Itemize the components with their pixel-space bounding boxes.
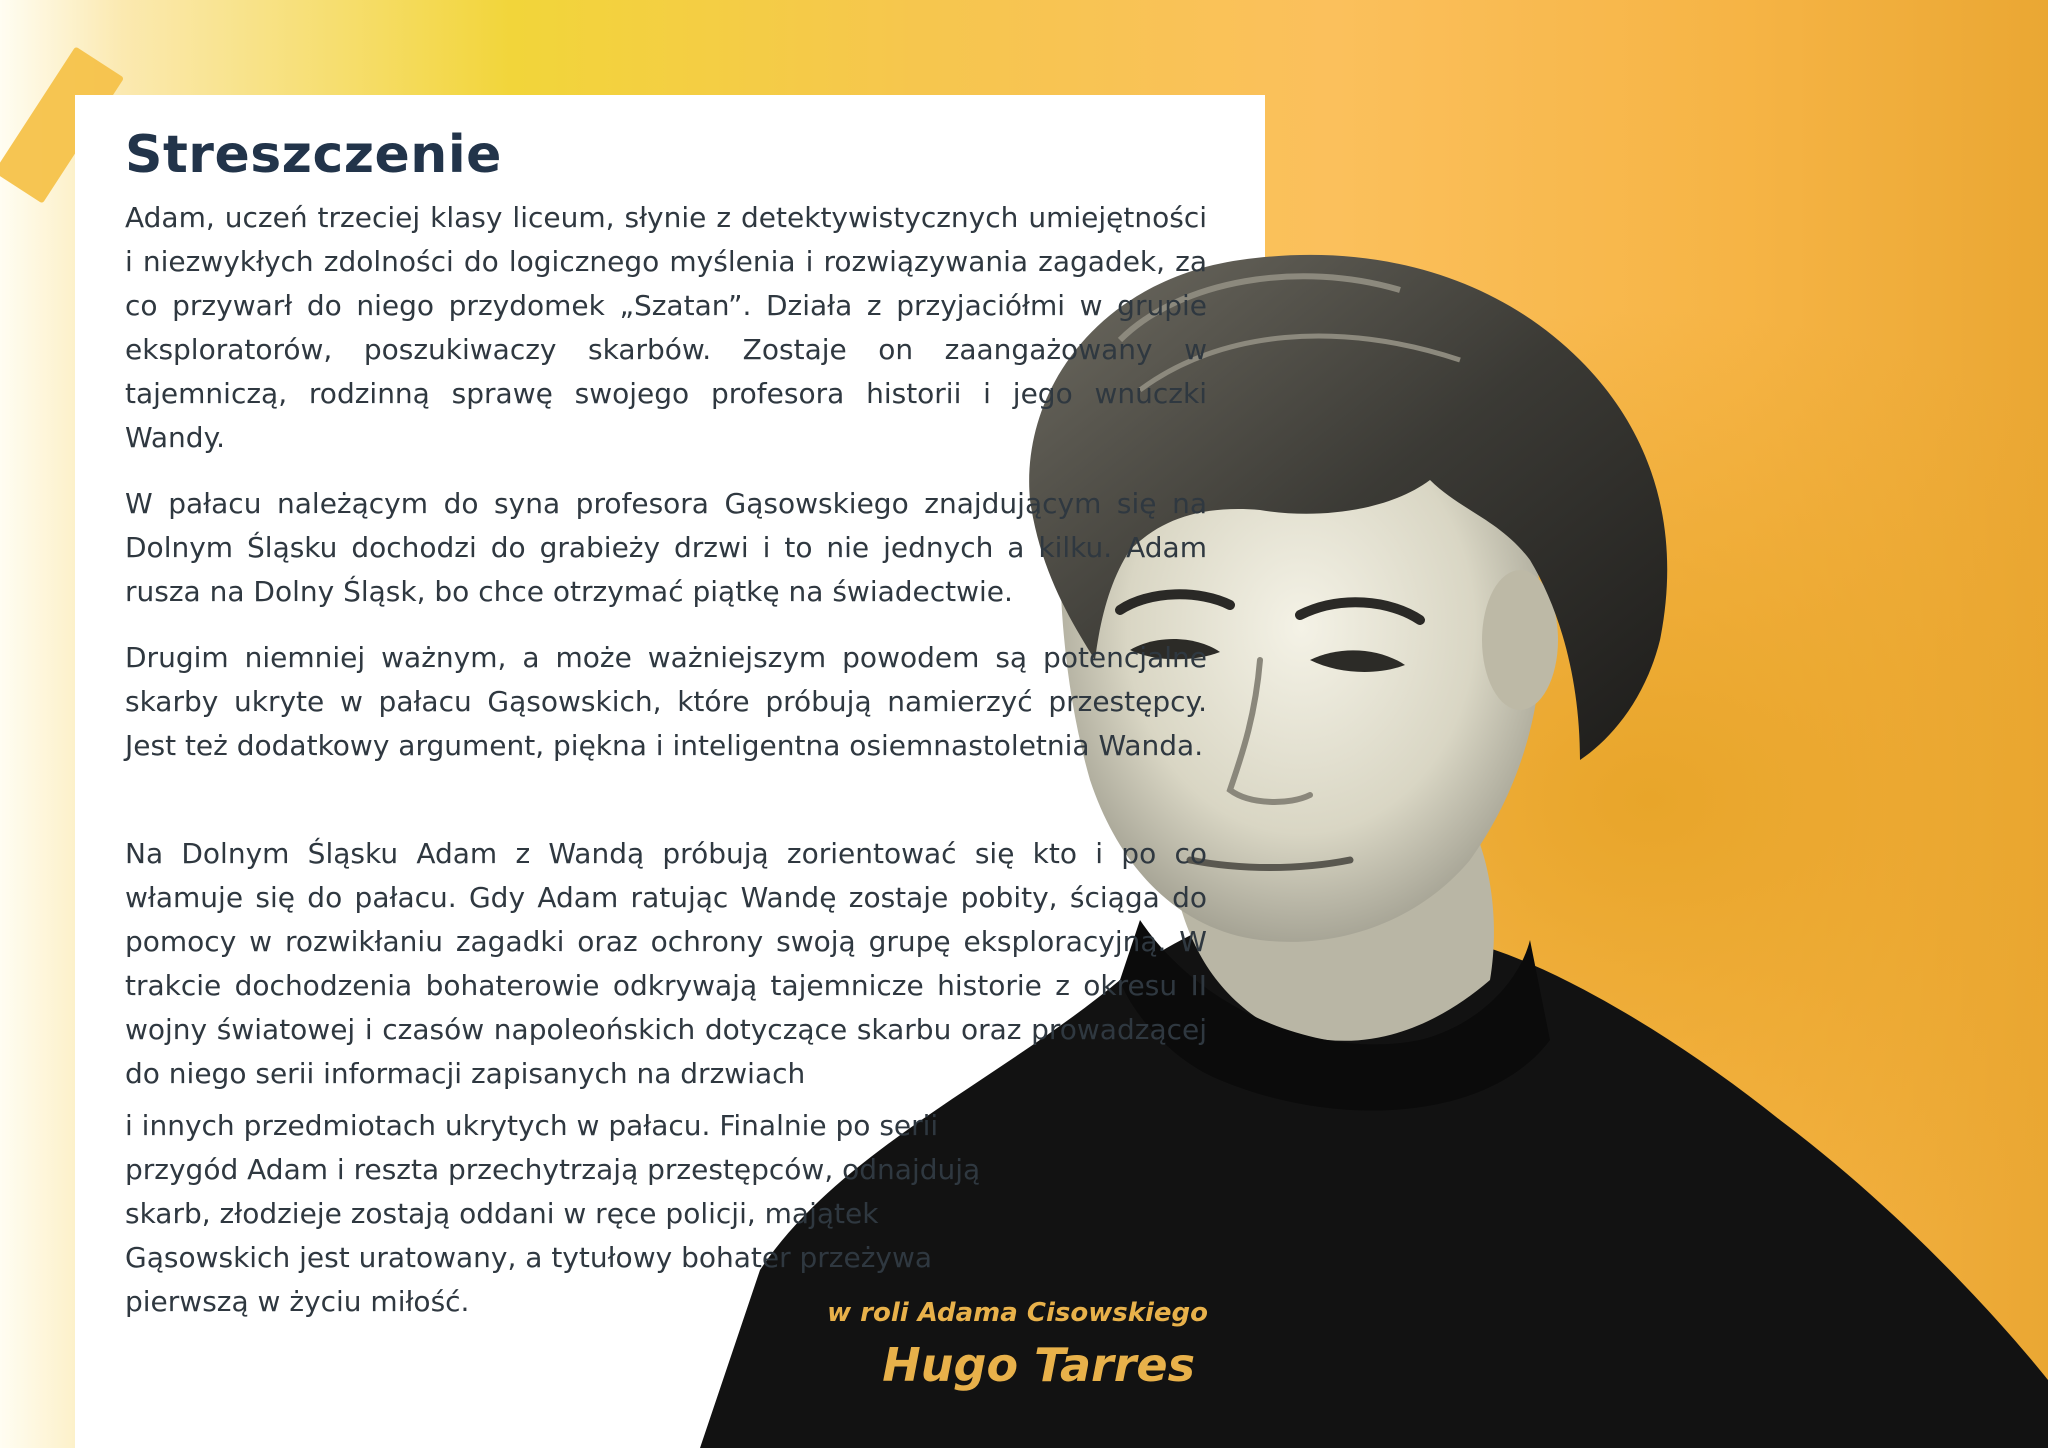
summary-paragraph-1: Adam, uczeń trzeciej klasy liceum, słynie z detektywistycznych umiejętności i niezwykłych zdolności do logicznego myślenia i rozwiązywania zagadek, za co przywarł do niego przydomek „Szatan”. Działa z przyjaciółmi w grupie eksploratorów, poszukiwaczy skarbów. Zostaje on zaangażowany w tajemniczą, rodzinną sprawę swojego profesora historii i jego wnuczki Wandy.: [125, 201, 1207, 454]
summary-paragraph-5: i innych przedmiotach ukrytych w pałacu. Finalnie po serii przygód Adam i reszta przechytrzają przestępców, odnajdują skarb, złodzieje zostają oddani w ręce policji, majątek Gąsowskich jest uratowany, a tytułowy bohater przeżywa pierwszą w życiu miłość.: [125, 1109, 981, 1318]
summary-paragraph-3: Drugim niemniej ważnym, a może ważniejszym powodem są potencjalne skarby ukryte w pałacu Gąsowskich, które próbują namierzyć przestępcy. Jest też dodatkowy argument, piękna i inteligentna osiemnastoletnia Wanda.: [125, 641, 1207, 762]
page-title: Streszczenie: [125, 125, 502, 185]
caption-actor-name: Hugo Tarres: [882, 1338, 1195, 1392]
summary-paragraph-4: Na Dolnym Śląsku Adam z Wandą próbują zorientować się kto i po co włamuje się do pałacu. Gdy Adam ratując Wandę zostaje pobity, ściąga do pomocy w rozwikłaniu zagadki oraz ochrony swoją grupę eksploracyjną. W trakcie dochodzenia bohaterowie odkrywają tajemnicze historie z okresu II wojny światowej i czasów napoleońskich dotyczące skarbu oraz prowadzącej do niego serii informacji zapisanych na drzwiach: [125, 837, 1207, 1090]
caption-role: w roli Adama Cisowskiego: [827, 1298, 1208, 1328]
summary-paragraph-2: W pałacu należącym do syna profesora Gąsowskiego znajdującym się na Dolnym Śląsku dochodzi do grabieży drzwi i to nie jednych a kilku. Adam rusza na Dolny Śląsk, bo chce otrzymać piątkę na świadectwie.: [125, 487, 1207, 608]
